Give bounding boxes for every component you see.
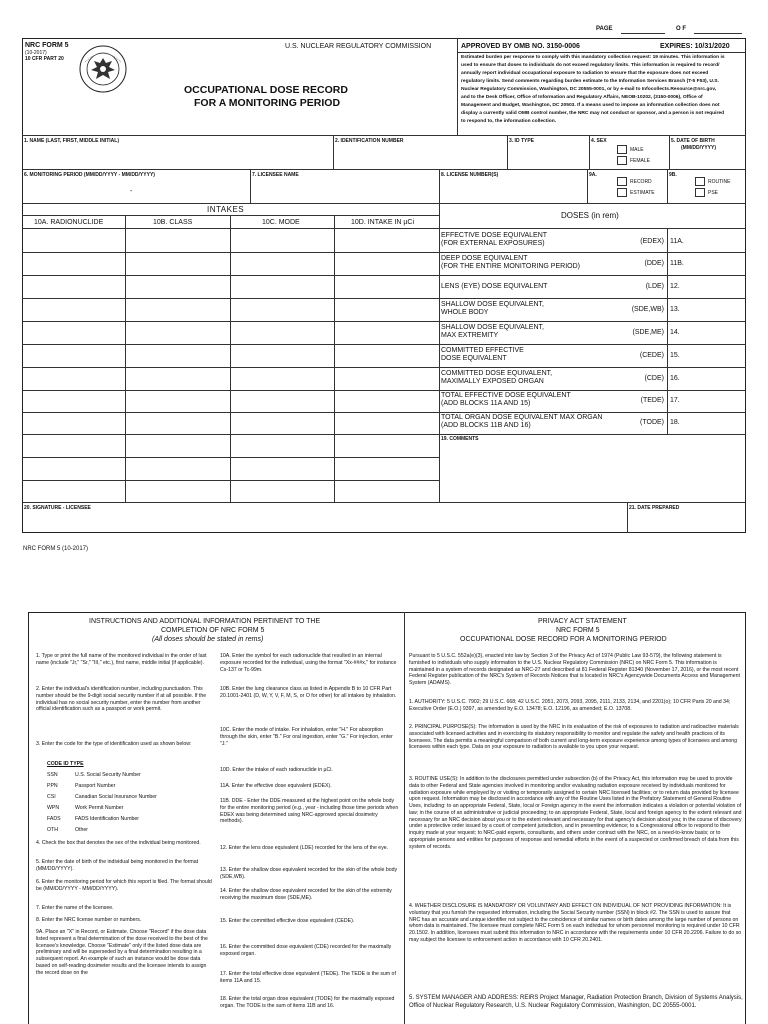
instruction-15: 15. Enter the committed effective dose equivalent (CEDE). (220, 918, 355, 924)
dose-abbr: (TEDE) (640, 397, 664, 404)
routine-checkbox[interactable] (695, 177, 705, 186)
instruction-8: 8. Enter the NRC license number or numbers. (36, 917, 142, 923)
code-description: Passport Number (75, 783, 116, 789)
dose-label-line: TOTAL EFFECTIVE DOSE EQUIVALENT (441, 392, 571, 399)
field-1-label: 1. NAME (LAST, FIRST, MIDDLE INITIAL) (24, 138, 119, 144)
dose-number: 17. (670, 397, 680, 404)
dose-label-line: COMMITTED DOSE EQUIVALENT, (441, 370, 553, 377)
record-checkbox[interactable] (617, 177, 627, 186)
code-description: Canadian Social Insurance Number (75, 794, 157, 800)
dose-number: 12. (670, 283, 680, 290)
dose-label-line: TOTAL ORGAN DOSE EQUIVALENT MAX ORGAN (441, 414, 603, 421)
burden-line: Nuclear Regulatory Commission, Washington, DC 20555-0001, or by e-mail to Infocollects.Resource@nrc.gov, (461, 87, 717, 92)
monitoring-period-dash: - (130, 188, 133, 195)
dose-number: 13. (670, 306, 680, 313)
instruction-6: 6. Enter the monitoring period for which this report is filed. The format should be (MM/DD/YYYY - MM/DD/YYYY). (36, 879, 212, 892)
record-label: RECORD (630, 179, 652, 185)
dose-abbr: (EDEX) (640, 238, 664, 245)
id-type-input[interactable] (508, 146, 588, 168)
col-divider (589, 135, 590, 169)
rule (439, 390, 746, 391)
instruction-10c: 10C. Enter the mode of intake. For inhalation, enter "H." For absorption through the skin, enter "B." For oral ingestion, enter "G." For injection, enter "J." (220, 727, 393, 747)
rule (439, 298, 746, 299)
dose-label-11a (441, 232, 547, 248)
rule (439, 275, 746, 276)
instruction-7: 7. Enter the name of the licensee. (36, 905, 114, 911)
code-description: FADS Identification Number (75, 816, 140, 822)
dose-label-12 (441, 283, 547, 291)
signature-input[interactable] (23, 513, 626, 532)
monitoring-period-input[interactable] (23, 181, 249, 202)
dose-label-18 (441, 414, 602, 430)
instruction-12: 12. Enter the lens dose equivalent (LDE) recorded for the lens of the eye. (220, 845, 389, 851)
rule (22, 169, 746, 170)
header-rule (457, 52, 746, 53)
field-6-label: 6. MONITORING PERIOD (MM/DD/YYYY - MM/DD/YYYY) (24, 172, 155, 178)
instructions-title-3: (All doses should be stated in rems) (152, 636, 264, 643)
field-5-format: (MM/DD/YYYY) (681, 145, 716, 151)
rule (439, 252, 746, 253)
dose-label-line: EFFECTIVE DOSE EQUIVALENT (441, 232, 548, 239)
intakes-header: INTAKES (207, 205, 245, 214)
instruction-11a: 11A. Enter the effective dose equivalent (EDEX). (220, 783, 332, 789)
field-21-label: 21. DATE PREPARED (629, 505, 680, 511)
dose-abbr: (CEDE) (639, 352, 664, 359)
code-description: Work Permit Number (75, 805, 124, 811)
field-2-label: 2. IDENTIFICATION NUMBER (335, 138, 404, 144)
rule (22, 203, 746, 204)
instruction-5: 5. Enter the date of birth of the individual being monitored in the format (MM/DD/YYYY). (36, 859, 199, 872)
dose-abbr: (SDE,ME) (632, 329, 664, 336)
col-divider (667, 169, 668, 203)
field-9a-label: 9A. (589, 172, 597, 178)
rule (22, 135, 746, 136)
instruction-3: 3. Enter the code for the type of identification used as shown below: (36, 741, 192, 747)
field-9b-label: 9B. (669, 172, 677, 178)
privacy-title-1: PRIVACY ACT STATEMENT (538, 618, 627, 625)
burden-line: display a currently valid OMB control number, the NRC may not conduct or sponsor, and a person is not required (461, 111, 725, 116)
estimate-label: ESTIMATE (630, 190, 655, 196)
licensee-name-input[interactable] (251, 181, 438, 202)
dose-abbr: (DDE) (644, 260, 664, 267)
col-10b-header: 10B. CLASS (153, 219, 193, 226)
instruction-14: 14. Enter the shallow dose equivalent recorded for the skin of the extremity receiving the maximum dose (SDE,ME). (220, 888, 392, 901)
instructions-title-1: INSTRUCTIONS AND ADDITIONAL INFORMATION PERTINENT TO THE (89, 618, 321, 625)
dose-label-line: MAX EXTREMITY (441, 332, 499, 340)
dose-label-line: (FOR EXTERNAL EXPOSURES) (441, 240, 545, 248)
instruction-2: 2. Enter the individual's identification number, including punctuation. This number should be the 9-digit social security number if at all possible. If the individual has no social security number, enter the number from another official identification such as a passport or work permit. (36, 686, 207, 713)
privacy-routine-uses: 3. ROUTINE USE(S): In addition to the disclosures permitted under subsection (b) of the Privacy Act, this information may be used to provide data to other Federal and State agencies involved in monitoring and/or evaluating radiation exposure received by individuals monitored for radiation exposure while employed by or visiting or temporarily assigned to certain NRC licensed facilities; or to return data provided by licensee upon request. Information may be disclosed in accordance with any of the Routine Uses listed in the Prefatory Statement of General Routine Uses, including: to an appropriate Federal, State, local or Foreign agency in the event the information indicates a violation or potential violation of law; in the course of an administrative or judicial proceeding; to an appropriate Federal, State, local and foreign agency to the extent relevant and necessary for an NRC decision about you or to the extent relevant and necessary for that agency's decision about you; in the course of discovery under a protective order issued by a court of competent jurisdiction, and in presenting evidence; to a Congressional office to respond to their inquiry made at your request; to NRC-paid experts, consultants, and others under contract with the NRC, on a need-to-know basis; or to appropriate persons and entities for purposes of response and remedial efforts in the event of a suspected or confirmed breach of data from this system of records. (409, 776, 742, 850)
dose-label-11b (441, 255, 580, 271)
dose-number: 18. (670, 419, 680, 426)
bottom-divider (404, 612, 405, 1024)
dose-label-line: DEEP DOSE EQUIVALENT (441, 255, 528, 262)
col-10a-header: 10A. RADIONUCLIDE (34, 219, 104, 226)
dose-value-divider (667, 228, 668, 434)
code-table-header: CODE ID TYPE (47, 761, 84, 767)
dose-number: 11B. (670, 260, 684, 267)
name-input[interactable] (23, 146, 333, 168)
page-number-line[interactable] (621, 33, 665, 34)
field-20-label: 20. SIGNATURE - LICENSEE (24, 505, 91, 511)
burden-line: Management and Budget, Washington, DC 20503. If a means used to impose an information collection does not (461, 103, 720, 108)
dose-number: 16. (670, 375, 680, 382)
omb-approval: APPROVED BY OMB NO. 3150-0006 (461, 43, 580, 50)
dose-label-line: LENS (EYE) DOSE EQUIVALENT (441, 283, 548, 290)
field-7-label: 7. LICENSEE NAME (252, 172, 299, 178)
dose-abbr: (CDE) (644, 375, 664, 382)
date-prepared-input[interactable] (628, 513, 745, 532)
burden-line: used to ensure that doses to individuals do not exceed regulatory limits. This information is required to record/ (461, 63, 720, 68)
form-footer: NRC FORM 5 (10-2017) (23, 546, 89, 552)
dose-abbr: (SDE,WB) (631, 306, 664, 313)
field-3-label: 3. ID TYPE (509, 138, 535, 144)
field-4-label: 4. SEX (591, 138, 607, 144)
instruction-17: 17. Enter the total effective dose equivalent (TEDE). The TEDE is the sum of items 11A and 15. (220, 971, 396, 984)
instructions-title-2: COMPLETION OF NRC FORM 5 (161, 627, 265, 634)
col-10c-header: 10C. MODE (262, 219, 300, 226)
privacy-authority: 1. AUTHORITY: 5 U.S.C. 7902; 29 U.S.C. 668; 42 U.S.C. 2051, 2073, 2093, 2095, 2111, 2133, 2134, and 2201(o); 10 CFR Parts 20 and 34; Executive Order (E.O.) 9397, as amended by E.O. 13478; E.O. 12196, as amended; E.O. 13708. (409, 699, 731, 712)
dose-label-line: COMMITTED EFFECTIVE (441, 347, 524, 354)
code-value: OTH (47, 827, 58, 833)
male-checkbox[interactable] (617, 145, 627, 154)
dose-label-line: SHALLOW DOSE EQUIVALENT, (441, 301, 544, 308)
male-label: MALE (630, 147, 644, 153)
female-checkbox[interactable] (617, 156, 627, 165)
dose-label-13 (441, 301, 544, 317)
code-value: FADS (47, 816, 61, 822)
privacy-system-manager: 5. SYSTEM MANAGER AND ADDRESS: REIRS Project Manager, Radiation Protection Branch, Division of Systems Analysis, Office of Nuclear Regulatory Research, U.S. Nuclear Regulatory Commission, Washington, DC 20555-0001. (409, 995, 743, 1009)
agency-name: U.S. NUCLEAR REGULATORY COMMISSION (285, 43, 432, 50)
privacy-intro: Pursuant to 5 U.S.C. 552a(e)(3), enacted into law by Section 3 of the Privacy Act of 1974 (Public Law 93-579), the following statement is furnished to individuals who supply information to the U.S. Nuclear Regulatory Commission (NRC) on NRC Form 5. This information is maintained in a system of records designated as NRC-27 and described at 81 Federal Register 81340 (November 17, 2016), or the most recent Federal Register publication of the NRC's System of Records Notices that is located in NRC's Agencywide Documents Access and Management System (ADAMS). (409, 653, 740, 686)
dose-label-line: (ADD BLOCKS 11B AND 16) (441, 422, 531, 430)
code-description: Other (75, 827, 88, 833)
dose-label-line: WHOLE BODY (441, 309, 489, 317)
dose-label-16 (441, 370, 552, 386)
doses-header: DOSES (in rem) (561, 211, 619, 220)
instruction-18: 18. Enter the total organ dose equivalent (TODE) for the maximally exposed organ. The TODE is the sum of items 11B and 16. (220, 996, 395, 1009)
dose-label-line: MAXIMALLY EXPOSED ORGAN (441, 378, 544, 386)
date-of-birth-input[interactable] (670, 153, 745, 168)
code-value: PPN (47, 783, 58, 789)
pse-checkbox[interactable] (695, 188, 705, 197)
license-number-input[interactable] (440, 181, 586, 202)
instruction-13: 13. Enter the shallow dose equivalent recorded for the skin of the whole body (SDE,WB). (220, 867, 398, 880)
instruction-16: 16. Enter the committed dose equivalent (CDE) recorded for the maximally exposed organ. (220, 944, 392, 957)
instruction-10b: 10B. Enter the lung clearance class as listed in Appendix B to 10 CFR Part 20.1001-2401 (D, W, Y, V, F, M, S, or O for other) for all intakes by inhalation. (220, 686, 397, 699)
instruction-10d: 10D. Enter the intake of each radionuclide in µCi. (220, 767, 333, 773)
nrc-seal-icon (78, 44, 128, 94)
dose-abbr: (TODE) (640, 419, 664, 426)
form-number: NRC FORM 5 (25, 42, 69, 49)
routine-label: ROUTINE (708, 179, 731, 185)
dose-label-17 (441, 392, 571, 408)
page-total-line[interactable] (694, 33, 742, 34)
code-value: CSI (47, 794, 56, 800)
dose-label-line: SHALLOW DOSE EQUIVALENT, (441, 324, 544, 331)
comments-input[interactable] (440, 444, 745, 501)
burden-line: regulatory limits. Send comments regarding burden estimate to the Information Services Branch (T-5 F53), U.S. (461, 79, 719, 84)
form-cfr: 10 CFR PART 20 (25, 56, 64, 62)
dose-number: 11A. (670, 238, 684, 245)
form-revision: (10-2017) (25, 50, 47, 56)
rule (439, 434, 746, 435)
privacy-purpose: 2. PRINCIPAL PURPOSE(S): The information is used by the NRC in its evaluation of the risk of exposures to radiation and radioactive materials associated with licensed activities and in exercising its statutory responsibility to monitor and regulate the safety and health practices of its licensees. The data permits a meaningful comparison of both current and long-term exposure experience among types of licensees and among licensees within each type. Data on your exposure to radiation is available to you upon your request. (409, 724, 739, 751)
dose-label-line: (FOR THE ENTIRE MONITORING PERIOD) (441, 263, 580, 271)
of-label: O F (676, 26, 686, 32)
field-19-label: 19. COMMENTS (441, 436, 479, 442)
burden-line: annually report individual occupational exposure to radiation to ensure that the exposure does not exceed (461, 71, 709, 76)
instruction-9a: 9A. Place an "X" in Record, or Estimate. Choose "Record" if the dose data listed represent a final determination of the dose received to the best of the licensee's knowledge. Choose "Estimate" only if the listed dose data are preliminary and will be superseded by a final determination resulting in a subsequent report. An example of such an instance would be dose data based on self-reading dosimeter results and the licensee intends to assign the record dose on the (36, 929, 208, 976)
female-label: FEMALE (630, 158, 651, 164)
intake-entries-area[interactable] (23, 229, 439, 501)
instruction-11b: 11B. DDE - Enter the DDE measured at the highest point on the whole body for the entire monitoring period (e.g., year - including those time periods when EDEX was being determined using NRC-approved special dosimetry methods). (220, 798, 399, 825)
rule (439, 321, 746, 322)
form-title-line2: FOR A MONITORING PERIOD (194, 97, 341, 109)
code-description: U.S. Social Security Number (75, 772, 141, 778)
pse-label: PSE (708, 190, 719, 196)
privacy-disclosure: 4. WHETHER DISCLOSURE IS MANDATORY OR VOLUNTARY AND EFFECT ON INDIVIDUAL OF NOT PROVIDING INFORMATION: It is voluntary that you furnish the requested information, including the Social Security number (SSN) in block #2. The SSN is used to assure that NRC has an accurate and unique identifier not subject to the coincidence of similar names or birth dates among the large number of persons on whom data is maintained. The licensee must complete NRC Form 5 on each individual for whom personnel monitoring is required under 10 CFR 20.1502. In addition, licensees must submit this information to NRC in accordance with the requirements under 10 CFR 20.2206. Failure to do so may subject the licensee to enforcement action in accordance with 10 CFR 20.2401. (409, 903, 742, 943)
expiration-date: EXPIRES: 10/31/2020 (660, 43, 730, 50)
dose-label-14 (441, 324, 544, 340)
instruction-10a: 10A. Enter the symbol for each radionuclide that resulted in an internal exposure recorded for the individual, using the format "Xx-###x," for instance Cs-137 or Tc-99m. (220, 653, 397, 673)
dose-number: 14. (670, 329, 680, 336)
instruction-1: 1. Type or print the full name of the monitored individual in the order of last name (include "Jr," "Sr," "III," etc.), first name, middle initial (if applicable). (36, 653, 207, 666)
burden-line: to respond to, the information collection. (461, 119, 557, 124)
dose-abbr: (LDE) (645, 283, 664, 290)
dose-label-line: (ADD BLOCKS 11A AND 15) (441, 400, 531, 408)
burden-line: and to the Desk Officer, Office of Information and Regulatory Affairs, NEOB-10202, (3150-0006), Office of (461, 95, 703, 100)
privacy-title-3: OCCUPATIONAL DOSE RECORD FOR A MONITORING PERIOD (460, 636, 667, 643)
code-value: WPN (47, 805, 60, 811)
identification-number-input[interactable] (334, 146, 506, 168)
dose-label-15 (441, 347, 524, 363)
rule (439, 367, 746, 368)
form-title-line1: OCCUPATIONAL DOSE RECORD (184, 84, 348, 96)
page-label: PAGE (596, 26, 613, 32)
rule (22, 502, 746, 503)
privacy-title-2: NRC FORM 5 (556, 627, 600, 634)
dose-number: 15. (670, 352, 680, 359)
field-5-label: 5. DATE OF BIRTH (671, 138, 715, 144)
col-divider (587, 169, 588, 203)
estimate-checkbox[interactable] (617, 188, 627, 197)
field-8-label: 8. LICENSE NUMBER(S) (441, 172, 499, 178)
code-value: SSN (47, 772, 58, 778)
burden-line: Estimated burden per response to comply with this mandatory collection request: 19 minutes. This information is (461, 55, 725, 60)
instruction-4: 4. Check the box that denotes the sex of the individual being monitored. (36, 840, 201, 846)
col-10d-header: 10D. INTAKE IN µCi (351, 219, 415, 226)
rule (439, 412, 746, 413)
dose-label-line: DOSE EQUIVALENT (441, 355, 507, 363)
rule (439, 344, 746, 345)
